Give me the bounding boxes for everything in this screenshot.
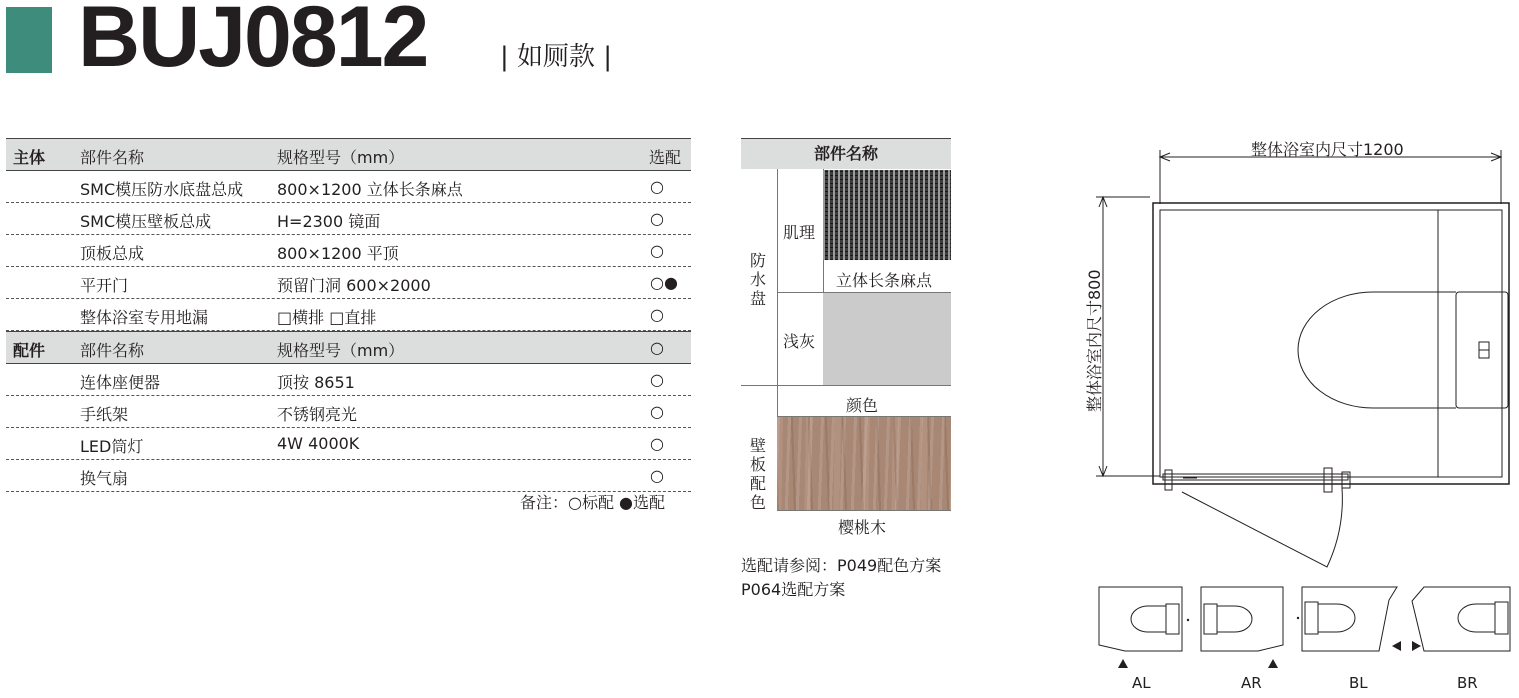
part-name: SMC模压壁板总成	[80, 212, 212, 231]
model-subtitle: | 如厕款 |	[500, 42, 613, 72]
color-label: 颜色	[846, 396, 879, 415]
depth-dimension-label: 整体浴室内尺寸800	[1085, 269, 1104, 412]
part-name: LED筒灯	[80, 437, 144, 456]
variant-label-br: BR	[1457, 674, 1478, 692]
part-spec: □横排 □直排	[277, 308, 377, 327]
wall-color-label: 壁板配色	[749, 436, 766, 512]
tray-label: 防水盘	[749, 251, 766, 308]
texture-name: 立体长条麻点	[836, 271, 933, 290]
part-spec: 顶按 8651	[277, 373, 355, 392]
toilet-mini-icon	[1318, 604, 1355, 632]
variant-al-plan	[1099, 587, 1182, 651]
toilet-mini-icon	[1217, 606, 1252, 632]
entry-arrow-icon	[1118, 659, 1128, 668]
part-name: 连体座便器	[80, 373, 161, 392]
part-spec: 800×1200 立体长条麻点	[277, 180, 463, 199]
room-inner-wall	[1160, 210, 1502, 477]
part-spec: H=2300 镜面	[277, 212, 381, 231]
col-part-name: 部件名称	[80, 148, 145, 167]
entry-arrow-icon	[1268, 659, 1278, 668]
variant-label-ar: AR	[1241, 674, 1262, 692]
wood-name: 樱桃木	[838, 518, 887, 537]
option-mark: ○	[650, 370, 664, 389]
shade-label: 浅灰	[783, 332, 816, 351]
part-spec: 不锈钢亮光	[277, 405, 358, 424]
door-swing-arc	[1182, 488, 1342, 567]
color-panel-header: 部件名称	[741, 138, 951, 169]
group-label: 主体	[13, 148, 46, 167]
part-name: SMC模压防水底盘总成	[80, 180, 244, 199]
col-part-name: 部件名称	[80, 341, 145, 360]
part-name: 整体浴室专用地漏	[80, 308, 209, 327]
variant-label-bl: BL	[1349, 674, 1368, 692]
entry-arrow-icon	[1392, 641, 1401, 651]
col-spec: 规格型号（mm）	[277, 341, 405, 360]
part-name: 平开门	[80, 276, 129, 295]
option-mark: ○	[650, 209, 664, 228]
texture-label: 肌理	[783, 223, 816, 242]
option-mark: ○●	[650, 273, 678, 292]
col-option: 选配	[649, 148, 682, 167]
legend-note: 备注：○标配 ●选配	[520, 493, 666, 512]
variant-label-al: AL	[1132, 674, 1151, 692]
col-spec: 规格型号（mm）	[277, 148, 405, 167]
part-spec: 预留门洞 600×2000	[277, 276, 431, 295]
option-mark: ○	[650, 466, 664, 485]
option-mark: ○	[650, 177, 664, 196]
note-line: P064选配方案	[741, 580, 846, 599]
entry-arrow-icon	[1412, 641, 1421, 651]
variant-bl-plan	[1302, 587, 1397, 651]
part-spec: 800×1200 平顶	[277, 244, 399, 263]
variant-ar-plan	[1201, 587, 1283, 651]
model-code-title: BUJ0812	[78, 0, 428, 85]
group-label: 配件	[13, 341, 46, 360]
option-mark: ○	[650, 434, 664, 453]
part-name: 手纸架	[80, 405, 129, 424]
option-mark: ○	[650, 305, 664, 324]
width-dimension-label: 整体浴室内尺寸1200	[1251, 140, 1404, 159]
part-name: 顶板总成	[80, 244, 145, 263]
toilet-mini-icon	[1131, 606, 1166, 632]
option-mark: ○	[650, 402, 664, 421]
toilet-mini-icon	[1458, 604, 1495, 632]
option-mark: ○	[650, 338, 664, 357]
toilet-bowl	[1298, 292, 1456, 408]
part-name: 换气扇	[80, 469, 129, 488]
part-spec: 4W 4000K	[277, 434, 360, 453]
option-mark: ○	[650, 241, 664, 260]
note-line: 选配请参阅：P049配色方案	[741, 556, 942, 575]
